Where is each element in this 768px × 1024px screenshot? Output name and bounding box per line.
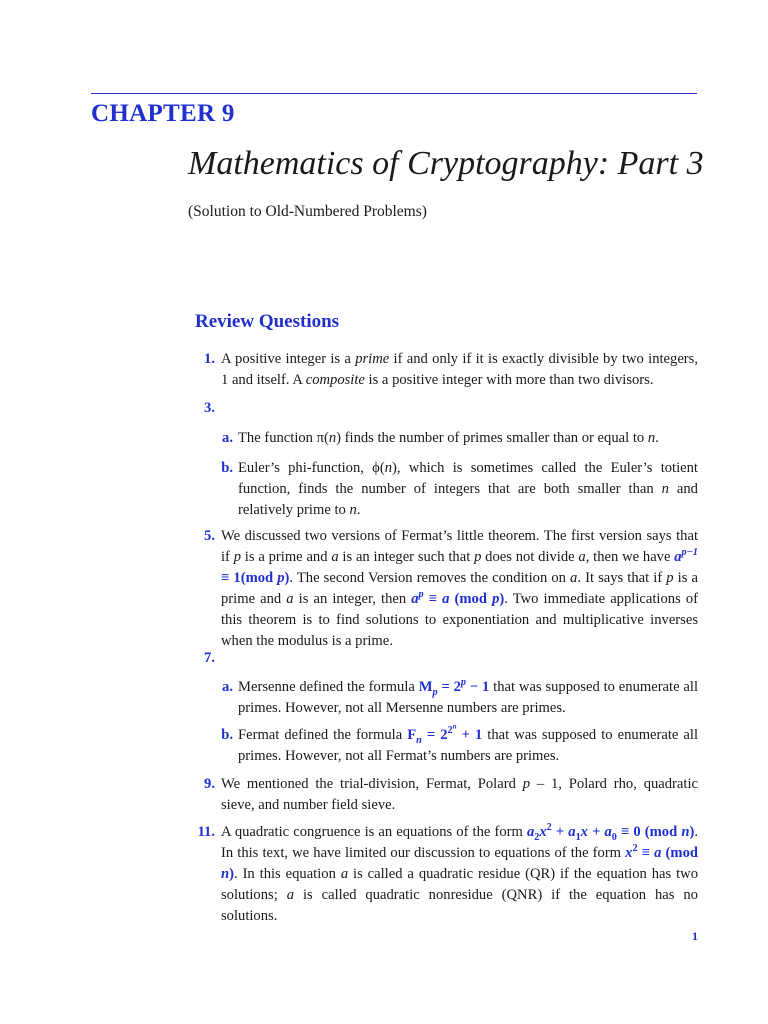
question-text: We mentioned the trial-division, Fermat, Polard p – 1, Polard rho, quadratic sieve, and number field sieve. [221, 776, 698, 813]
subquestion-letter: b. [221, 460, 233, 476]
question-text: We discussed two versions of Fermat’s little theorem. The first version says that if p is a prime and a is an integer such that p does not divide a, then we have $a^{p-1} \equiv 1(mod$ p). The second Version removes the condition on a. It says that if p is a prime and a is an integer, then $a^p \equiv a$ (mod p). Two immediate applications of this theorem is to find solutions to exponentiation and multiplicative inverses when the modulus is a prime. [221, 528, 698, 649]
subquestion-text: Mersenne defined the formula $M_p = 2^p - 1$ that was supposed to enumerate all primes. However, not all Mersenne numbers are primes. [238, 677, 698, 716]
formula-fermat-2: $a^p \equiv a$ (mod p) [411, 589, 505, 607]
formula-mersenne: $M_p = 2^p - 1$ [418, 677, 490, 698]
question-number: 1. [204, 351, 215, 367]
formula-quadratic-simple: $x^2 \equiv a$ (mod n) [221, 843, 698, 882]
subquestion-letter: a. [222, 679, 233, 695]
question-number: 9. [204, 776, 215, 792]
subquestion-text: Fermat defined the formula $F_n = 2^{2^n} + 1$ that was supposed to enumerate all primes. However, not all Fermat’s numbers are primes. [238, 722, 699, 764]
formula-quadratic-general: $a_2x^2 + a_1x + a_0 \equiv 0$ (mod n) [526, 822, 695, 843]
formula-fermat-numbers: $F_n = 2^{2^n} + 1$ [407, 722, 483, 746]
subquestion-letter: a. [222, 430, 233, 446]
formula-fermat-1: $a^{p-1} \equiv 1(mod$ p) [221, 547, 698, 586]
question-number: 7. [204, 650, 215, 666]
question-number: 5. [204, 528, 215, 544]
question-number: 3. [204, 400, 215, 416]
header-rule [91, 93, 697, 94]
question-text: A quadratic congruence is an equations of the form $a_2x^2 + a_1x + a_0 \equiv 0$ (mod n). In this text, we have limited our discussion to equations of the form $x^2 \equiv a$ (mod n). In this equation a is called a quadratic residue (QR) if the equation has two solutions; a is called quadratic nonresidue (QNR) if the equation has no solutions. [221, 822, 698, 924]
page-number: 1 [692, 929, 698, 943]
question-number: 11. [197, 824, 215, 840]
question-text: A positive integer is a prime if and only if it is exactly divisible by two integers, 1 and itself. A composite is a positive integer with more than two divisors. [221, 351, 698, 388]
chapter-label: CHAPTER 9 [91, 100, 235, 127]
chapter-title: Mathematics of Cryptography: Part 3 [188, 145, 704, 182]
subquestion-text: Euler’s phi-function, ϕ(n), which is sometimes called the Euler’s totient function, finds the number of integers that are both smaller than n and relatively prime to n. [238, 460, 698, 518]
subquestion-text: The function π(n) finds the number of primes smaller than or equal to n. [238, 430, 659, 446]
chapter-subtitle: (Solution to Old-Numbered Problems) [188, 203, 427, 220]
section-title: Review Questions [195, 311, 340, 332]
subquestion-letter: b. [221, 727, 233, 743]
